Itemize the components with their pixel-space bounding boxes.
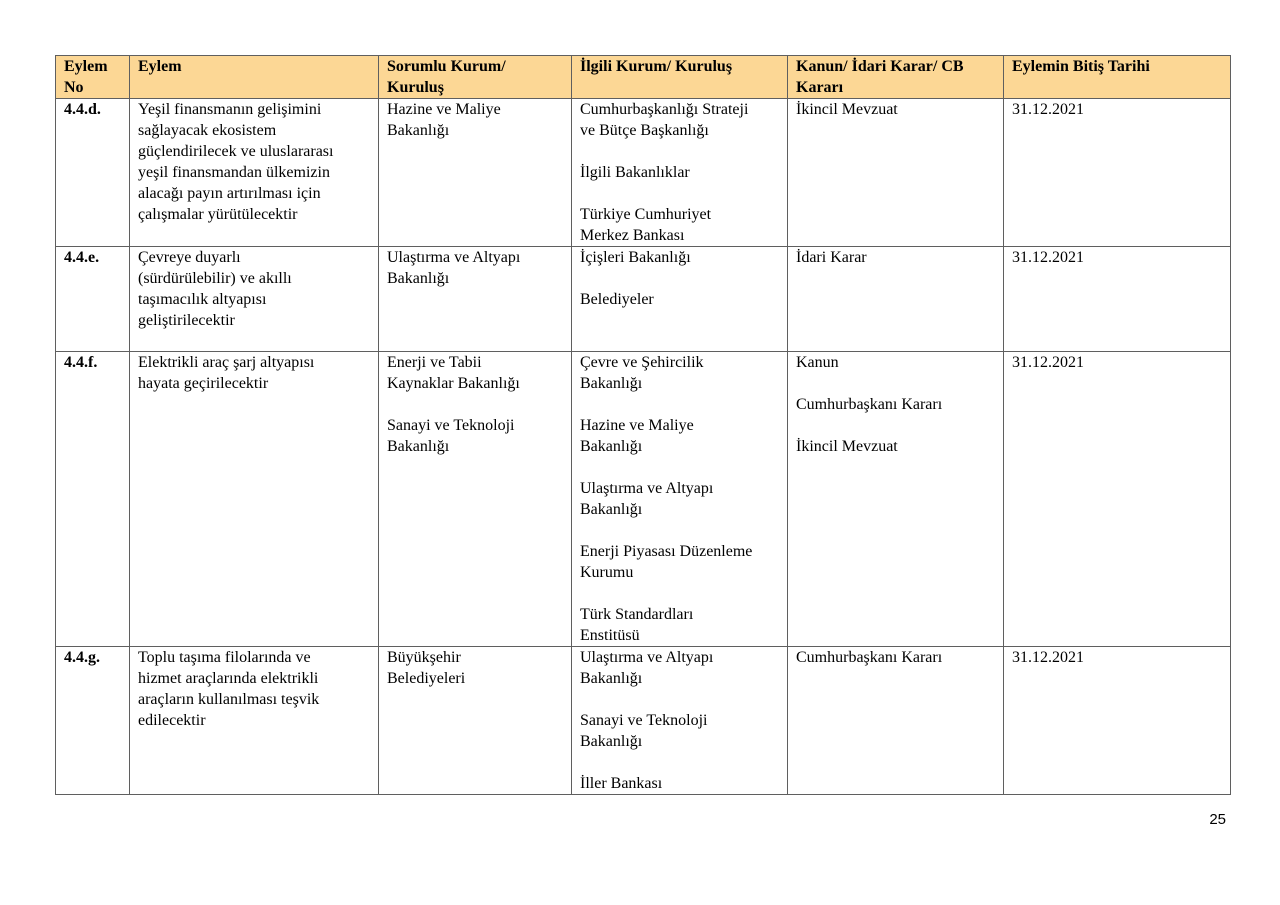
decision-item: Cumhurbaşkanı Kararı (796, 649, 943, 666)
action-no-cell: 4.4.g. (56, 647, 130, 795)
decision-item: Kanun (796, 354, 839, 371)
deadline-cell: 31.12.2021 (1004, 647, 1231, 795)
related-item: Enerji Piyasası Düzenleme Kurumu (580, 543, 753, 581)
responsible-cell (379, 247, 572, 352)
decision-cell (788, 647, 1004, 795)
related-item: Hazine ve Maliye Bakanlığı (580, 417, 694, 455)
decision-item: İkincil Mevzuat (796, 438, 898, 455)
related-item: İlgili Bakanlıklar (580, 164, 690, 181)
action-plan-table (55, 55, 1231, 795)
responsible-item: Hazine ve Maliye Bakanlığı (387, 101, 501, 139)
related-item: İller Bankası (580, 775, 663, 792)
responsible-cell (379, 647, 572, 795)
action-cell: Elektrikli araç şarj altyapısı hayata geçirilecektir (130, 352, 379, 647)
decision-item: İdari Karar (796, 249, 867, 266)
responsible-item: Sanayi ve Teknoloji Bakanlığı (387, 417, 515, 455)
table-header-row (56, 56, 1231, 99)
header-related-institution: İlgili Kurum/ Kuruluş (572, 56, 788, 99)
action-cell: Yeşil finansmanın gelişimini sağlayacak ekosistem güçlendirilecek ve uluslararası yeşil finansmandan ülkemizin alacağı payın artırılması için çalışmalar yürütülecektir (130, 99, 379, 247)
table-row (56, 352, 1231, 647)
decision-cell (788, 99, 1004, 247)
related-item: Çevre ve Şehircilik Bakanlığı (580, 354, 704, 392)
related-item: Ulaştırma ve Altyapı Bakanlığı (580, 649, 714, 687)
header-responsible-institution: Sorumlu Kurum/ Kuruluş (379, 56, 572, 99)
responsible-cell (379, 99, 572, 247)
related-item: Belediyeler (580, 291, 654, 308)
table-row (56, 647, 1231, 795)
responsible-cell (379, 352, 572, 647)
table-row (56, 247, 1231, 352)
deadline-cell: 31.12.2021 (1004, 247, 1231, 352)
related-item: Türkiye Cumhuriyet Merkez Bankası (580, 206, 712, 244)
action-no-cell: 4.4.d. (56, 99, 130, 247)
responsible-item: Ulaştırma ve Altyapı Bakanlığı (387, 249, 521, 287)
decision-item: Cumhurbaşkanı Kararı (796, 396, 943, 413)
decision-item: İkincil Mevzuat (796, 101, 898, 118)
responsible-item: Büyükşehir Belediyeleri (387, 649, 466, 687)
related-item: Ulaştırma ve Altyapı Bakanlığı (580, 480, 714, 518)
responsible-item: Enerji ve Tabii Kaynaklar Bakanlığı (387, 354, 520, 392)
decision-cell (788, 247, 1004, 352)
action-no-cell: 4.4.f. (56, 352, 130, 647)
header-action: Eylem (130, 56, 379, 99)
header-deadline: Eylemin Bitiş Tarihi (1004, 56, 1231, 99)
related-cell (572, 99, 788, 247)
decision-cell (788, 352, 1004, 647)
related-cell (572, 647, 788, 795)
page-number: 25 (1209, 811, 1226, 828)
related-cell (572, 352, 788, 647)
deadline-cell: 31.12.2021 (1004, 352, 1231, 647)
related-item: İçişleri Bakanlığı (580, 249, 691, 266)
header-action-no: Eylem No (56, 56, 130, 99)
action-no-cell: 4.4.e. (56, 247, 130, 352)
table-row (56, 99, 1231, 247)
related-cell (572, 247, 788, 352)
related-item: Cumhurbaşkanlığı Strateji ve Bütçe Başkanlığı (580, 101, 749, 139)
action-cell: Toplu taşıma filolarında ve hizmet araçlarında elektrikli araçların kullanılması teşvik edilecektir (130, 647, 379, 795)
deadline-cell: 31.12.2021 (1004, 99, 1231, 247)
related-item: Sanayi ve Teknoloji Bakanlığı (580, 712, 708, 750)
action-cell: Çevreye duyarlı (sürdürülebilir) ve akıllı taşımacılık altyapısı geliştirilecektir (130, 247, 379, 352)
header-legal-decision: Kanun/ İdari Karar/ CB Kararı (788, 56, 1004, 99)
related-item: Türk Standardları Enstitüsü (580, 606, 694, 644)
